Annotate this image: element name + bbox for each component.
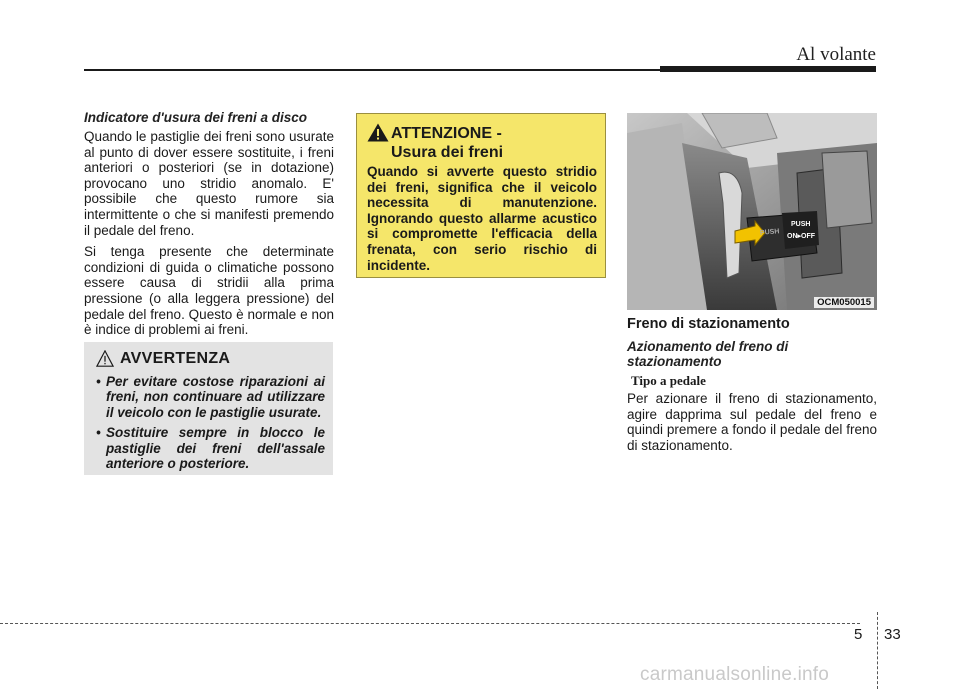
list-item xyxy=(92,425,325,471)
footer-rule xyxy=(0,623,860,624)
parking-brake-subtitle: Azionamento del freno di stazionamento xyxy=(627,339,789,369)
header-rule xyxy=(84,69,660,71)
warning-item-text: Sostituire sempre in blocco le pastiglie dei freni dell'assale anteriore o posteriore. xyxy=(106,425,325,472)
caution-title: ATTENZIONE - xyxy=(391,125,502,142)
paragraph: Si tenga presente che determinate condizioni di guida o climatiche possono essere causa di stridii alla prima pressione (o alla leggera pressione) del pedale del freno. Questo è normale e non è indice di problemi ai freni. xyxy=(84,244,334,338)
warning-item-text: Per evitare costose riparazioni ai freni, non continuare ad utilizzare il veicolo con le pastiglie usurate. xyxy=(106,374,325,420)
parking-brake-illustration xyxy=(627,113,877,310)
warning-title: AVVERTENZA xyxy=(120,350,231,367)
page-number: 33 xyxy=(884,626,901,643)
pedal-label: PUSH xyxy=(791,221,811,228)
pedal-label: ON▸OFF xyxy=(787,233,816,240)
paragraph: Per azionare il freno di stazionamento, agire dapprima sul pedale del freno e quindi premere a fondo il pedale del freno di stazionamento. xyxy=(627,391,877,453)
column-1 xyxy=(84,110,334,344)
warning-triangle-icon xyxy=(96,350,114,368)
caution-subtitle: Usura dei freni xyxy=(391,144,504,161)
header-rule-thick xyxy=(660,66,876,72)
column-3 xyxy=(627,316,877,459)
warning-box xyxy=(84,342,333,475)
footer-divider xyxy=(877,612,878,689)
warning-header xyxy=(96,350,230,368)
photo-code: OCM050015 xyxy=(814,297,874,308)
bullet: • xyxy=(96,425,101,441)
parking-brake-photo xyxy=(627,113,877,310)
chapter-number: 5 xyxy=(854,626,863,643)
pedal-label: PUSH xyxy=(759,228,780,237)
caution-body: Quando si avverte questo stridio dei freni, significa che il veicolo necessita di manutenzione. Ignorando questo allarme acustico si compromette l'efficacia della frenata, con serio rischio di incidente. xyxy=(367,164,597,273)
warning-list xyxy=(92,374,325,476)
caution-box xyxy=(356,113,606,278)
caution-triangle-icon xyxy=(367,123,389,142)
list-item xyxy=(92,374,325,420)
page-header-title: Al volante xyxy=(796,44,876,65)
brake-wear-subheading: Indicatore d'usura dei freni a disco xyxy=(84,110,308,125)
bullet: • xyxy=(96,374,101,389)
watermark: carmanualsonline.info xyxy=(640,664,830,685)
paragraph: Quando le pastiglie dei freni sono usurate al punto di dover essere sostituite, i freni anteriori o posteriori (se in dotazione) provocano uno stridio anomalo. E' possibile che questo rumore sia intermittente o che si manifesti premendo il pedale del freno. xyxy=(84,129,334,238)
parking-brake-title: Freno di stazionamento xyxy=(627,316,790,332)
parking-brake-type: Tipo a pedale xyxy=(631,373,706,388)
